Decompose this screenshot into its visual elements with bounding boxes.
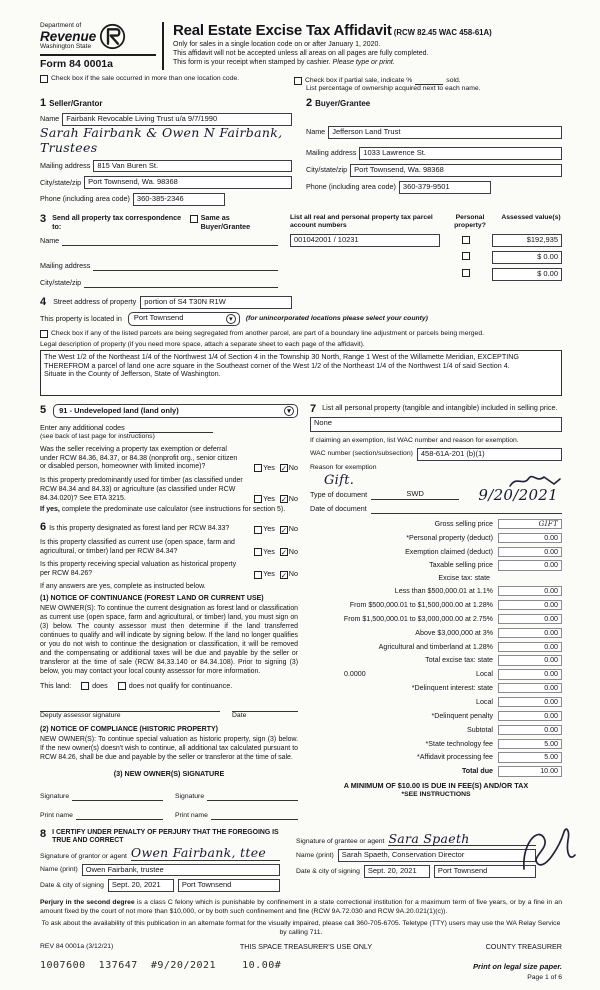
grantee-name-print-input[interactable]: Sarah Spaeth, Conservation Director <box>338 849 536 862</box>
page-title: Real Estate Excise Tax Affidavit <box>173 22 392 39</box>
section-2-number: 2 <box>306 97 313 110</box>
tax-above-3m-label: Above $3,000,000 at 3% <box>415 628 493 637</box>
personal-property-col-header: Personal property? <box>454 214 486 230</box>
buyer-mailing-label: Mailing address <box>306 148 357 158</box>
perjury-rest: is a class C felony which is punishable by confinement in a state correctional institution for a maximum term of five years, or by a fine in an amount fixed by the court of not more than $10,000, or by both such confinement and fine (RCW 9A.72.030 and RCW 9A.20.021(1)(c)). <box>40 899 562 916</box>
seller-name-label: Name <box>40 114 60 124</box>
personal-property-checkbox[interactable] <box>462 252 470 260</box>
personal-property-checkbox[interactable] <box>462 236 470 244</box>
grantee-name-print-label: Name (print) <box>296 851 334 859</box>
yes-label: Yes <box>263 546 275 556</box>
timber-question: Is this property predominantly used for timber (as classified under RCW 84.34 and 84.33) or agriculture (as classified under RCW 84.34.020)? See ETA 3215. <box>40 477 243 502</box>
location-select-value: Port Townsend <box>133 313 184 323</box>
current-use-yes-checkbox[interactable] <box>254 548 262 556</box>
yes-label: Yes <box>263 569 275 579</box>
section-4-number: 4 <box>40 295 47 308</box>
parcel-row <box>290 234 562 247</box>
header-note-2: This affidavit will not be accepted unless all areas on all pages are fully completed. <box>173 49 429 57</box>
section-7-number: 7 <box>310 402 317 415</box>
header-note-1: Only for sales in a single location code on or after January 1, 2020. <box>173 40 381 48</box>
buyer-phone-label: Phone (including area code) <box>306 181 396 191</box>
total-due-input[interactable]: 10.00 <box>498 766 562 776</box>
street-address-label: Street address of property <box>53 297 137 307</box>
document-info <box>310 485 562 514</box>
parcel-table <box>290 214 562 288</box>
forest-land-question: 6 Is this property designated as forest land per RCW 84.33? <box>40 521 230 534</box>
assessed-value-input[interactable]: $ 0.00 <box>492 268 562 281</box>
signature-label: Signature <box>40 792 70 800</box>
parties-row <box>40 98 562 206</box>
exemption-claimed-label: Exemption claimed (deduct) <box>405 547 493 556</box>
reason-handwritten[interactable]: Gift. <box>324 473 355 489</box>
new-owner-print-name-2[interactable] <box>211 810 298 820</box>
seller-phone-label: Phone (including area code) <box>40 194 130 204</box>
located-in-label: This property is located in <box>40 313 122 323</box>
grantee-city-input[interactable]: Port Townsend <box>434 865 536 878</box>
additional-codes-note: (see back of last page for instructions) <box>40 432 155 440</box>
state-technology-fee-label: *State technology fee <box>425 739 493 748</box>
alt-format-notice: To ask about the availability of this publication in an alternate format for the visually impaired, please call 360-705-6705. Teletype (TTY) users may use the WA Relay Service by calling 711. <box>41 920 561 936</box>
correspondence-intro: Send all property tax correspondence to: <box>52 213 182 231</box>
local-rate-value: 0.0000 <box>344 670 366 679</box>
personal-property-column <box>310 404 562 820</box>
timber-yes-checkbox[interactable] <box>254 495 262 503</box>
agency-block <box>40 22 164 70</box>
treasurer-space-label: THIS SPACE TREASURER'S USE ONLY <box>239 941 373 951</box>
sold-label: sold. <box>446 77 461 85</box>
grantee-signature-label: Signature of grantee or agent <box>296 838 385 846</box>
tax-500k-1500k-input[interactable]: 0.00 <box>498 600 562 610</box>
buyer-city-label: City/state/zip <box>306 165 348 175</box>
taxable-selling-price-label: Taxable selling price <box>429 561 493 570</box>
seller-section <box>40 98 292 206</box>
legal-description-situs: Situate in the County of Jefferson, State of Washington. <box>44 369 221 379</box>
street-address-input[interactable]: portion of S4 T30N R1W <box>140 296 292 309</box>
grantor-date-city-label: Date & city of signing <box>40 881 104 889</box>
assessed-value-input[interactable]: $ 0.00 <box>492 251 562 264</box>
legal-description-text: The West 1/2 of the Northeast 1/4 of the Northwest 1/4 of Section 4 in the Township 30 North, Range 1 West of the Willamette Meridian, EXCEPTING THEREFROM a parcel of land one acre square in the Southeast corner of the West 1/2 of the Northeast 1/4 of the Northwest 1/4 of said Section 4. <box>44 351 520 370</box>
deputy-date-label: Date <box>232 712 247 720</box>
personal-property-checkbox[interactable] <box>462 269 470 277</box>
this-land-label: This land: <box>40 680 72 690</box>
same-as-buyer-checkbox[interactable] <box>190 215 198 223</box>
does-not-checkbox[interactable] <box>118 682 126 690</box>
notice-3-title: (3) NEW OWNER(S) SIGNATURE <box>113 769 225 779</box>
parcel-number-input[interactable]: 001042001 / 10231 <box>290 234 440 247</box>
exemption-claimed-input[interactable]: 0.00 <box>498 547 562 557</box>
historic-yes-checkbox[interactable] <box>254 571 262 579</box>
form-header <box>40 22 562 70</box>
chevron-down-icon: ▾ <box>226 314 236 324</box>
section-8-number: 8 <box>40 827 47 840</box>
if-yes-note <box>40 506 298 515</box>
delinquent-interest-state-input[interactable]: 0.00 <box>498 683 562 693</box>
seller-name-input[interactable]: Fairbank Revocable Living Trust u/a 9/7/1990 <box>62 113 292 126</box>
page-number: Page 1 of 6 <box>527 973 562 981</box>
buyer-name-input[interactable]: Jefferson Land Trust <box>328 126 562 139</box>
total-excise-state-label: Total excise tax: state <box>425 656 493 665</box>
top-checkboxes <box>40 75 562 93</box>
print-legal-note: Print on legal size paper. <box>472 962 562 972</box>
deputy-assessor-row <box>40 702 298 720</box>
historic-question: Is this property receiving special valuation as historical property per RCW 84.26? <box>40 561 237 578</box>
same-as-buyer-label: Same as Buyer/Grantee <box>200 213 251 231</box>
correspondence-section <box>40 214 278 288</box>
current-use-no-checkbox[interactable]: ✓ <box>280 548 288 558</box>
grantee-date-input[interactable]: Sept. 20, 2021 <box>364 865 430 878</box>
if-yes-rest: complete the predominate use calculator (see instructions for section 5). <box>59 506 286 514</box>
additional-codes-input[interactable] <box>129 423 213 433</box>
perjury-notice <box>40 899 562 917</box>
assessed-value-col-header: Assessed value(s) <box>501 214 561 222</box>
see-instructions-note: *SEE INSTRUCTIONS <box>401 791 471 799</box>
exemption-no-checkbox[interactable]: ✓ <box>280 463 288 473</box>
notice-2-title: (2) NOTICE OF COMPLIANCE (HISTORIC PROPERTY) <box>40 726 218 734</box>
date-of-document-input[interactable] <box>371 504 562 514</box>
new-owner-signature-1[interactable] <box>72 791 163 801</box>
print-name-label: Print name <box>40 811 73 819</box>
total-excise-state-input[interactable]: 0.00 <box>498 655 562 665</box>
new-owner-print-name-1[interactable] <box>76 810 163 820</box>
seller-phone-input[interactable]: 360-385-2346 <box>133 193 225 206</box>
seller-city-label: City/state/zip <box>40 177 82 187</box>
affidavit-processing-fee-label: *Affidavit processing fee <box>417 753 493 762</box>
certification-section <box>40 829 562 892</box>
correspondence-mailing-label: Mailing address <box>40 260 91 270</box>
gross-selling-price-label: Gross selling price <box>434 519 493 528</box>
deputy-date-line[interactable] <box>232 702 298 712</box>
signature-scribble-icon <box>518 823 576 875</box>
parcel-row <box>290 268 562 281</box>
seller-handwritten-names: Sarah Fairbank & Owen N Fairbank, Trustees <box>40 125 283 155</box>
property-section <box>40 296 562 396</box>
additional-codes-label: Enter any additional codes <box>40 423 125 433</box>
local-tax-label: Local <box>476 670 493 679</box>
correspondence-name-label: Name <box>40 235 60 245</box>
yes-label: Yes <box>263 493 275 503</box>
personal-property-deduct-input[interactable]: 0.00 <box>498 533 562 543</box>
page-footer <box>40 899 562 982</box>
delinquent-penalty-label: *Delinquent penalty <box>431 711 493 720</box>
new-owner-signature-row <box>40 791 298 801</box>
correspondence-name-input[interactable] <box>62 236 278 246</box>
current-use-question: Is this property classified as current use (open space, farm and agricultural, or timber) land per RCW 84.34? <box>40 538 235 555</box>
reason-for-exemption-label: Reason for exemption <box>310 463 377 471</box>
segregated-label: Check box if any of the listed parcels are being segregated from another parcel, are part of a boundary line adjustment or parcels being merged. <box>51 329 484 337</box>
excise-tax-state-label: Excise tax: state <box>438 574 490 583</box>
date-of-document-handwritten: 9/20/2021 <box>478 485 558 504</box>
buyer-mailing-input[interactable]: 1033 Lawrence St. <box>359 147 562 160</box>
use-designation-column <box>40 404 298 820</box>
section-5-number: 5 <box>40 404 47 417</box>
chevron-down-icon: ▾ <box>284 406 294 416</box>
rcw-code: (RCW 82.45 WAC 458-61A) <box>393 28 492 37</box>
tax-1500k-3m-label: From $1,500,000.01 to $3,000,000.00 at 2.75% <box>343 614 493 623</box>
parcel-row <box>290 251 562 264</box>
agricultural-timberland-input[interactable]: 0.00 <box>498 642 562 652</box>
segregated-checkbox[interactable] <box>40 330 48 338</box>
tax-under-500k-label: Less than $500,000.01 at 1.1% <box>394 587 493 596</box>
grantor-date-input[interactable]: Sept. 20, 2021 <box>108 879 174 892</box>
perjury-bold: Perjury in the second degree <box>40 899 135 907</box>
parcel-col-header: List all real and personal property tax parcel account numbers <box>290 214 433 230</box>
minimum-due-note: A MINIMUM OF $10.00 IS DUE IN FEE(S) AND/OR TAX <box>343 780 529 790</box>
wac-number-input[interactable]: 458-61A-201 (b)(1) <box>417 448 562 461</box>
if-any-note: If any answers are yes, complete as instructed below. <box>40 582 206 590</box>
grantor-signature[interactable]: Owen Fairbank, ttee <box>131 847 280 861</box>
no-label: No <box>288 546 298 556</box>
taxable-selling-price-input[interactable]: 0.00 <box>498 560 562 570</box>
continuance-choice <box>40 682 298 690</box>
certification-title: I CERTIFY UNDER PENALTY OF PERJURY THAT THE FOREGOING IS TRUE AND CORRECT <box>52 828 279 844</box>
grantor-city-input[interactable]: Port Townsend <box>178 879 280 892</box>
cashier-stamp: 1007600 137647 #9/20/2021 10.00# <box>40 960 282 972</box>
delinquent-penalty-input[interactable]: 0.00 <box>498 711 562 721</box>
delinquent-interest-state-label: *Delinquent interest: state <box>411 684 493 693</box>
grantor-name-print-input[interactable]: Owen Fairbank, trustee <box>82 864 280 877</box>
multi-location-checkbox[interactable] <box>40 75 48 83</box>
tax-above-3m-input[interactable]: 0.00 <box>498 628 562 638</box>
deputy-assessor-label: Deputy assessor signature <box>40 712 121 720</box>
historic-no-checkbox[interactable]: ✓ <box>280 570 288 580</box>
agency-name <box>40 22 96 51</box>
location-select[interactable] <box>128 312 240 326</box>
land-use-code-value: 91 - Undeveloped land (land only) <box>59 405 179 415</box>
legal-description-label: Legal description of property (if you need more space, attach a separate sheet to each page of the affidavit). <box>40 340 365 348</box>
percentage-note: List percentage of ownership acquired next to each name. <box>306 85 481 93</box>
correspondence-and-parcels-row <box>40 214 562 288</box>
notice-1-body: NEW OWNER(S): To continue the current designation as forest land or classification as current use (open space, farm and agricultural, or timber) land, you must sign on (3) below. The county assessor must then determine if the land transferred continues to qualify and will indicate by signing below. If the land no longer qualifies or you do not wish to continue the designation or classification, it will be removed and the compensating or additional taxes will be due and payable by the seller or transferor at the time of sale (RCW 84.33.140 or 84.34.108). Prior to signing (3) below, you may contact your local county assessor for more information. <box>40 604 298 675</box>
does-not-label: does not qualify for continuance. <box>128 680 233 690</box>
new-owner-print-row <box>40 810 298 820</box>
main-columns <box>40 404 562 820</box>
tax-1500k-3m-input[interactable]: 0.00 <box>498 614 562 624</box>
affidavit-processing-fee-input[interactable]: 5.00 <box>498 752 562 762</box>
grantor-name-print-label: Name (print) <box>40 866 78 874</box>
no-label: No <box>288 569 298 579</box>
personal-property-deduct-label: *Personal property (deduct) <box>406 533 493 542</box>
agricultural-timberland-label: Agricultural and timberland at 1.28% <box>378 642 493 651</box>
seller-heading: Seller/Grantor <box>49 99 103 109</box>
buyer-phone-input[interactable]: 360-379-9501 <box>399 181 491 194</box>
county-treasurer-label: COUNTY TREASURER <box>485 941 562 951</box>
grantee-date-city-label: Date & city of signing <box>296 867 360 875</box>
seller-mailing-label: Mailing address <box>40 160 91 170</box>
section-3-number: 3 <box>40 213 47 226</box>
deputy-assessor-signature-line[interactable] <box>40 702 220 712</box>
partial-sale-label: Check box if partial sale, indicate % <box>305 77 413 85</box>
legal-description-box[interactable] <box>40 350 562 396</box>
buyer-name-label: Name <box>306 127 326 137</box>
does-label: does <box>92 680 108 690</box>
gross-selling-price-input[interactable]: GIFT <box>498 519 562 529</box>
date-of-document-label: Date of document <box>310 504 367 514</box>
receipt-note: This form is your receipt when stamped by cashier. <box>173 58 331 66</box>
buyer-city-input[interactable]: Port Townsend, Wa. 98368 <box>350 164 562 177</box>
timber-no-checkbox[interactable]: ✓ <box>280 495 288 505</box>
correspondence-city-label: City/state/zip <box>40 277 82 287</box>
tax-computation-table <box>310 519 562 777</box>
if-yes-bold: If yes, <box>40 506 60 514</box>
new-owner-signature-2[interactable] <box>207 791 298 801</box>
seller-mailing-input[interactable]: 815 Van Buren St. <box>93 160 292 173</box>
no-label: No <box>288 462 298 472</box>
type-or-print-note: Please type or print. <box>332 58 395 66</box>
personal-property-input[interactable]: None <box>310 417 562 432</box>
subtotal-label: Subtotal <box>466 725 493 734</box>
section-1-number: 1 <box>40 97 47 110</box>
section-6-number: 6 <box>40 521 47 534</box>
yes-label: Yes <box>263 524 275 534</box>
print-name-label: Print name <box>175 811 208 819</box>
assessed-value-input[interactable]: $192,935 <box>492 234 562 247</box>
notice-1-title: (1) NOTICE OF CONTINUANCE (FOREST LAND OR CURRENT USE) <box>40 594 264 602</box>
washington-state-label: Washington State <box>40 43 92 51</box>
exemption-question: Was the seller receiving a property tax exemption or deferral under RCW 84.36, 84.37, or 84.38 (nonprofit org., senior citizen or disabled person, homeowner with limited income)? <box>40 445 238 471</box>
type-of-document-label: Type of document <box>310 490 368 500</box>
stamp-row <box>40 960 562 972</box>
partial-sale-checkbox[interactable] <box>294 77 302 85</box>
signature-label: Signature <box>175 792 205 800</box>
exemption-note: If claiming an exemption, list WAC number and reason for exemption. <box>310 436 519 444</box>
wac-number-label: WAC number (section/subsection) <box>310 450 413 458</box>
grantee-signature[interactable]: Sara Spaeth <box>388 833 536 847</box>
rev-number: REV 84 0001a (3/12/21) <box>40 942 114 950</box>
delinquent-interest-local-input[interactable]: 0.00 <box>498 697 562 707</box>
total-due-label: Total due <box>461 767 493 776</box>
local-tax-input[interactable]: 0.00 <box>498 669 562 679</box>
seller-city-input[interactable]: Port Townsend, Wa. 98368 <box>84 176 292 189</box>
state-technology-fee-input[interactable]: 5.00 <box>498 739 562 749</box>
forest-no-checkbox[interactable]: ✓ <box>280 525 288 535</box>
header-note-3 <box>173 58 562 67</box>
buyer-section <box>306 98 562 206</box>
delinquent-interest-local-label: Local <box>476 697 493 706</box>
buyer-heading: Buyer/Grantee <box>315 99 371 109</box>
subtotal-input[interactable]: 0.00 <box>498 725 562 735</box>
correspondence-mailing-input[interactable] <box>93 261 278 271</box>
tax-under-500k-input[interactable]: 0.00 <box>498 586 562 596</box>
personal-property-intro: List all personal property (tangible and intangible) included in selling price. <box>322 402 558 412</box>
partial-percent-input[interactable] <box>415 75 443 85</box>
multi-location-label: Check box if the sale occurred in more than one location code. <box>51 75 240 83</box>
tax-500k-1500k-label: From $500,000.01 to $1,500,000.00 at 1.28% <box>349 600 493 609</box>
forest-yes-checkbox[interactable] <box>254 526 262 534</box>
yes-label: Yes <box>263 462 275 472</box>
treasurer-row <box>40 943 562 951</box>
correspondence-city-input[interactable] <box>84 278 278 288</box>
exemption-yes-checkbox[interactable] <box>254 464 262 472</box>
form-number: Form 84 0001a <box>40 54 156 70</box>
no-label: No <box>288 524 298 534</box>
type-of-document-input[interactable]: SWD <box>371 490 459 500</box>
grantor-signature-label: Signature of grantor or agent <box>40 852 127 860</box>
unincorporated-note: (for unincorporated locations please select your county) <box>245 314 428 322</box>
no-label: No <box>288 493 298 503</box>
revenue-label: Revenue <box>40 28 97 44</box>
land-use-code-select[interactable] <box>53 404 298 418</box>
notice-2-body: NEW OWNER(S): To continue special valuation as historic property, sign (3) below. If the new owner(s) doesn't wish to continue, all additional tax calculated pursuant to RCW 84.26, shall be due and payable by the seller or transferor at the time of sale. <box>40 736 298 762</box>
revenue-logo-icon <box>99 23 126 50</box>
does-checkbox[interactable] <box>81 682 89 690</box>
dept-of-label: Department of <box>40 22 82 29</box>
